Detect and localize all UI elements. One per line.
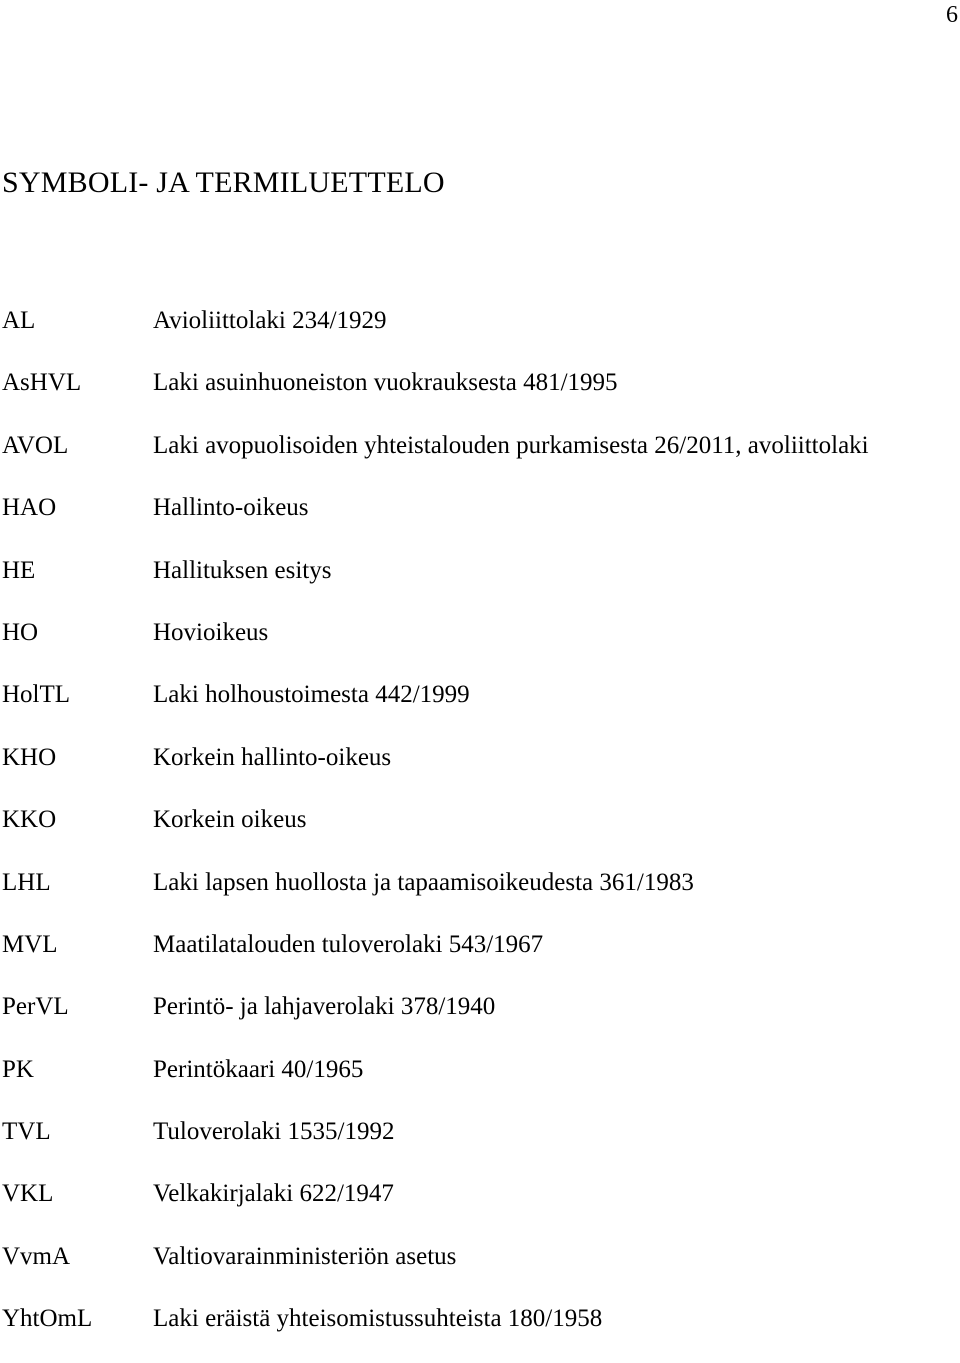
- term-row-hao: [0, 489, 960, 551]
- page-number: 6: [946, 2, 958, 28]
- term-description: Laki eräistä yhteisomistussuhteista 180/1958: [153, 1305, 603, 1333]
- term-abbreviation: HAO: [2, 494, 57, 522]
- term-row-avol: [0, 427, 960, 489]
- term-abbreviation: HE: [2, 556, 36, 584]
- term-abbreviation: KHO: [2, 743, 57, 771]
- term-row-holtl: [0, 676, 960, 738]
- term-description: Maatilatalouden tuloverolaki 543/1967: [153, 930, 544, 958]
- term-abbreviation: HolTL: [2, 681, 71, 709]
- term-row-ashvl: [0, 364, 960, 426]
- term-description: Velkakirjalaki 622/1947: [153, 1180, 394, 1208]
- term-abbreviation: MVL: [2, 930, 58, 958]
- page-title: SYMBOLI- JA TERMILUETTELO: [2, 166, 445, 199]
- term-description: Hallinto-oikeus: [153, 494, 309, 522]
- term-abbreviation: TVL: [2, 1118, 51, 1146]
- term-abbreviation: HO: [2, 618, 39, 646]
- term-description: Korkein oikeus: [153, 806, 307, 834]
- term-description: Avioliittolaki 234/1929: [153, 307, 387, 334]
- term-description: Hovioikeus: [153, 618, 269, 646]
- term-abbreviation: VvmA: [2, 1242, 71, 1270]
- term-row-pk: [0, 1051, 960, 1113]
- term-description: Valtiovarainministeriön asetus: [153, 1242, 457, 1270]
- term-abbreviation: AL: [2, 307, 36, 334]
- term-row-vvma: [0, 1238, 960, 1300]
- term-row-yhtoml: [0, 1300, 960, 1362]
- term-abbreviation: LHL: [2, 868, 51, 896]
- term-row-tvl: [0, 1113, 960, 1175]
- term-abbreviation: AVOL: [2, 431, 69, 459]
- term-row-vkl: [0, 1175, 960, 1237]
- term-abbreviation: AsHVL: [2, 369, 82, 397]
- term-row-he: [0, 552, 960, 614]
- term-abbreviation: YhtOmL: [2, 1305, 93, 1333]
- term-row-kko: [0, 801, 960, 863]
- term-row-pervl: [0, 988, 960, 1050]
- term-description: Laki lapsen huollosta ja tapaamisoikeudesta 361/1983: [153, 868, 694, 896]
- term-description: Laki avopuolisoiden yhteistalouden purkamisesta 26/2011, avoliittolaki: [153, 431, 869, 459]
- term-description: Hallituksen esitys: [153, 556, 332, 584]
- term-list: [0, 302, 960, 1363]
- term-row-lhl: [0, 864, 960, 926]
- term-row-ho: [0, 614, 960, 676]
- term-row-kho: [0, 739, 960, 801]
- term-description: Laki holhoustoimesta 442/1999: [153, 681, 470, 709]
- term-abbreviation: VKL: [2, 1180, 54, 1208]
- term-row-mvl: [0, 926, 960, 988]
- term-description: Perintökaari 40/1965: [153, 1055, 364, 1083]
- term-abbreviation: PerVL: [2, 993, 69, 1021]
- term-description: Laki asuinhuoneiston vuokrauksesta 481/1995: [153, 369, 618, 397]
- term-description: Korkein hallinto-oikeus: [153, 743, 392, 771]
- term-abbreviation: PK: [2, 1055, 34, 1083]
- term-abbreviation: KKO: [2, 806, 57, 834]
- term-row-al: [0, 302, 960, 364]
- term-description: Perintö- ja lahjaverolaki 378/1940: [153, 993, 496, 1021]
- term-description: Tuloverolaki 1535/1992: [153, 1118, 395, 1146]
